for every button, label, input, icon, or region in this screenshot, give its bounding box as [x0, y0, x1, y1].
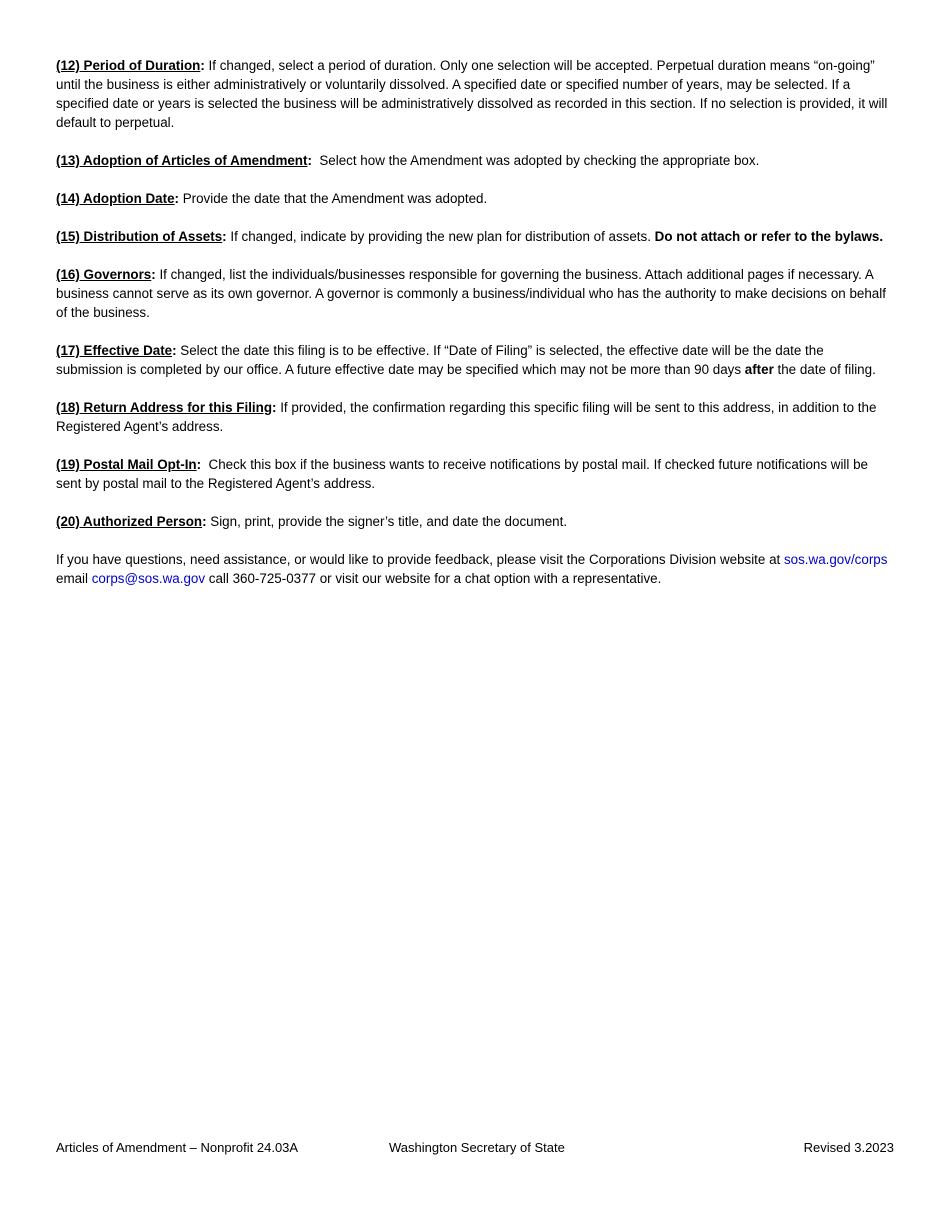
section-text: Select how the Amendment was adopted by checking the appropriate box.	[311, 153, 760, 168]
section-distribution-of-assets	[56, 227, 888, 246]
heading-colon: :	[200, 58, 205, 73]
heading-colon: :	[151, 267, 156, 282]
section-heading: (15) Distribution of Assets	[56, 229, 223, 244]
heading-colon: :	[172, 343, 177, 358]
section-heading: (19) Postal Mail Opt-In	[56, 457, 197, 472]
contact-outro: call 360-725-0377 or visit our website for a chat option with a representative.	[205, 571, 662, 586]
section-heading: (12) Period of Duration	[56, 58, 201, 73]
section-heading: (17) Effective Date	[56, 343, 173, 358]
heading-colon: :	[174, 191, 179, 206]
section-bold-text: Do not attach or refer to the bylaws.	[654, 229, 884, 244]
section-heading: (14) Adoption Date	[56, 191, 175, 206]
contact-paragraph	[56, 550, 888, 588]
section-text: Check this box if the business wants to receive notifications by postal mail. If checked future notifications will be sent by postal mail to the Registered Agent’s address.	[56, 457, 872, 491]
section-heading: (18) Return Address for this Filing	[56, 400, 273, 415]
heading-colon: :	[222, 229, 227, 244]
section-heading: (20) Authorized Person	[56, 514, 203, 529]
section-text: If changed, indicate by providing the new plan for distribution of assets.	[226, 229, 655, 244]
section-governors	[56, 265, 888, 322]
section-effective-date	[56, 341, 888, 379]
page-footer	[56, 1138, 894, 1158]
section-adoption-of-articles	[56, 151, 888, 170]
email-link[interactable]: corps@sos.wa.gov	[91, 571, 206, 586]
contact-intro: If you have questions, need assistance, or would like to provide feedback, please visit the Corporations Division website at	[56, 552, 784, 567]
instructions-body	[56, 56, 888, 607]
footer-revision: Revised 3.2023	[803, 1140, 894, 1155]
section-text: Provide the date that the Amendment was adopted.	[179, 191, 488, 206]
section-postal-mail-opt-in	[56, 455, 888, 493]
section-text: If changed, list the individuals/businesses responsible for governing the business. Attach additional pages if necessary. A business cannot serve as its own governor. A governor is commonly a business/individual who has the authority to make decisions on behalf of the business.	[56, 267, 886, 320]
heading-colon: :	[196, 457, 202, 472]
section-authorized-person	[56, 512, 888, 531]
email-label: email	[56, 571, 92, 586]
section-text-after: the date of filing.	[773, 362, 876, 377]
heading-colon: :	[272, 400, 277, 415]
section-adoption-date	[56, 189, 888, 208]
heading-colon: :	[202, 514, 207, 529]
section-heading: (13) Adoption of Articles of Amendment	[56, 153, 308, 168]
website-link[interactable]: sos.wa.gov/corps	[783, 552, 888, 567]
section-text: If provided, the confirmation regarding this specific filing will be sent to this address, in addition to the Registered Agent’s address.	[56, 400, 877, 434]
footer-agency: Washington Secretary of State	[389, 1140, 565, 1155]
section-heading: (16) Governors	[56, 267, 152, 282]
section-text: Sign, print, provide the signer’s title, and date the document.	[206, 514, 568, 529]
section-text: If changed, select a period of duration. Only one selection will be accepted. Perpetual duration means “on-going” until the business is either administratively or voluntarily dissolved. A specified date or specified number of years, may be selected. If a specified date or years is selected the business will be administratively dissolved as recorded in this section. If no selection is provided, it will default to perpetual.	[56, 58, 888, 130]
section-text: Select the date this filing is to be effective. If “Date of Filing” is selected, the effective date will be the date the submission is completed by our office. A future effective date may be specified which may not be more than 90 days	[56, 343, 824, 377]
section-return-address	[56, 398, 888, 436]
section-bold-word: after	[744, 362, 774, 377]
section-period-of-duration	[56, 56, 888, 132]
footer-form-name: Articles of Amendment – Nonprofit 24.03A	[56, 1140, 299, 1155]
heading-colon: :	[307, 153, 312, 168]
